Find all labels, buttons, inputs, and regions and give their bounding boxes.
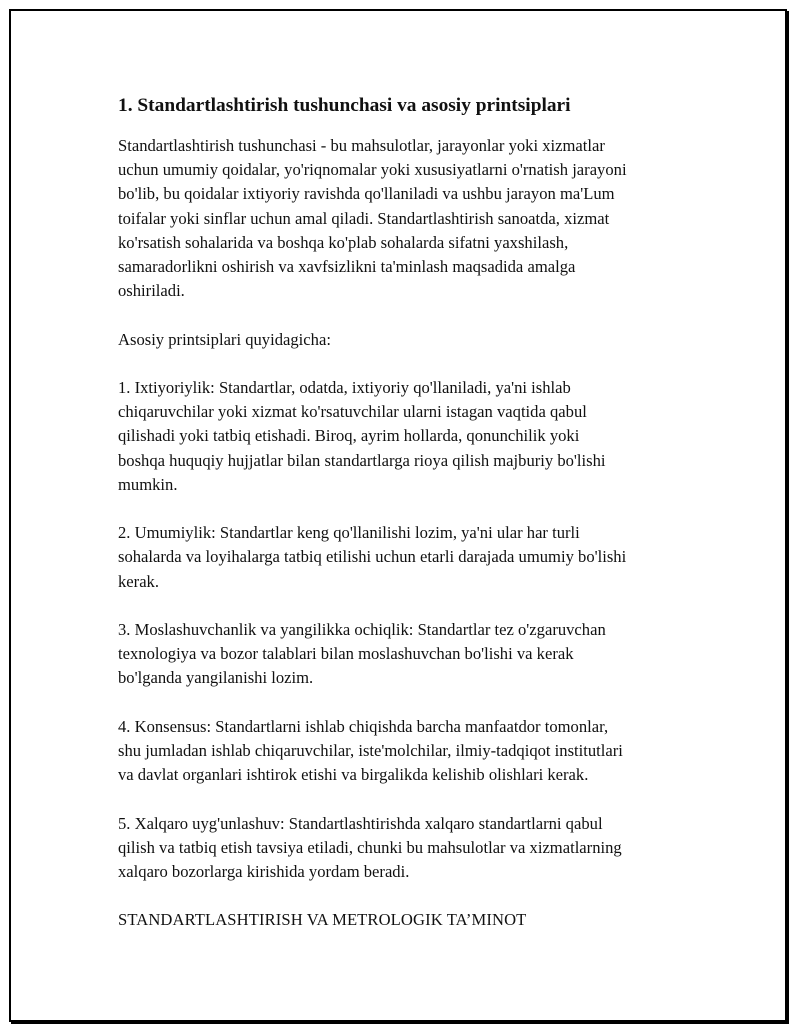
intro-paragraph: Standartlashtirish tushunchasi - bu mahsulotlar, jarayonlar yoki xizmatlar uchun umumiy qoidalar, yo'riqnomalar yoki xususiyatlarni o'rnatish jarayoni bo'lib, bu qoidalar ixtiyoriy ravishda qo'llaniladi va ushbu jarayon ma'Lum toifalar yoki sinflar uchun amal qiladi. Standartlashtirish sanoatda, xizmat ko'rsatish sohalarida va boshqa ko'plab sohalarda sifatni yaxshilash, samaradorlikni oshirish va xavfsizlikni ta'minlash maqsadida amalga oshiriladi. [118,136,627,301]
section-heading: 1. Standartlashtirish tushunchasi va asosiy printsiplari [118,95,571,116]
paragraph-gap [118,884,698,908]
paragraph-gap [118,303,698,327]
principle-item-2: 2. Umumiylik: Standartlar keng qo'llanilishi lozim, ya'ni ular har turli sohalarda va loyihalarga tatbiq etilishi uchun etarli darajada umumiy bo'lishi kerak. [118,523,627,591]
principle-item-1: 1. Ixtiyoriylik: Standartlar, odatda, ixtiyoriy qo'llaniladi, ya'ni ishlab chiqaruvchilar yoki xizmat ko'rsatuvchilar ularni istagan vaqtida qabul qilishadi yoki tatbiq etishadi. Biroq, ayrim hollarda, qonunchilik yoki boshqa huquqiy hujjatlar bilan standartlarga rioya qilish majburiy bo'lishi mumkin. [118,378,606,494]
paragraph-gap [118,497,698,521]
document-body [118,93,698,933]
paragraph-gap [118,691,698,715]
principle-item-4: 4. Konsensus: Standartlarni ishlab chiqishda barcha manfaatdor tomonlar, shu jumladan ishlab chiqaruvchilar, iste'molchilar, ilmiy-tadqiqot institutlari va davlat organlari ishtirok etishi va birgalikda kelishib olishlari kerak. [118,716,623,785]
document-footer-title: STANDARTLASHTIRISH VA METROLOGIK TA’MINOT [118,910,527,930]
paragraph-gap [118,787,698,811]
paragraph-gap [118,594,698,618]
paragraph-gap [118,352,698,376]
principle-item-3: 3. Moslashuvchanlik va yangilikka ochiqlik: Standartlar tez o'zgaruvchan texnologiya va bozor talablari bilan moslashuvchan bo'lishi va kerak bo'lganda yangilanishi lozim. [118,620,606,688]
principle-item-5: 5. Xalqaro uyg'unlashuv: Standartlashtirishda xalqaro standartlarni qabul qilish va tatbiq etish tavsiya etiladi, chunki bu mahsulotlar va xizmatlarning xalqaro bozorlarga kirishida yordam beradi. [118,813,622,881]
principles-lead: Asosiy printsiplari quyidagicha: [118,329,331,349]
